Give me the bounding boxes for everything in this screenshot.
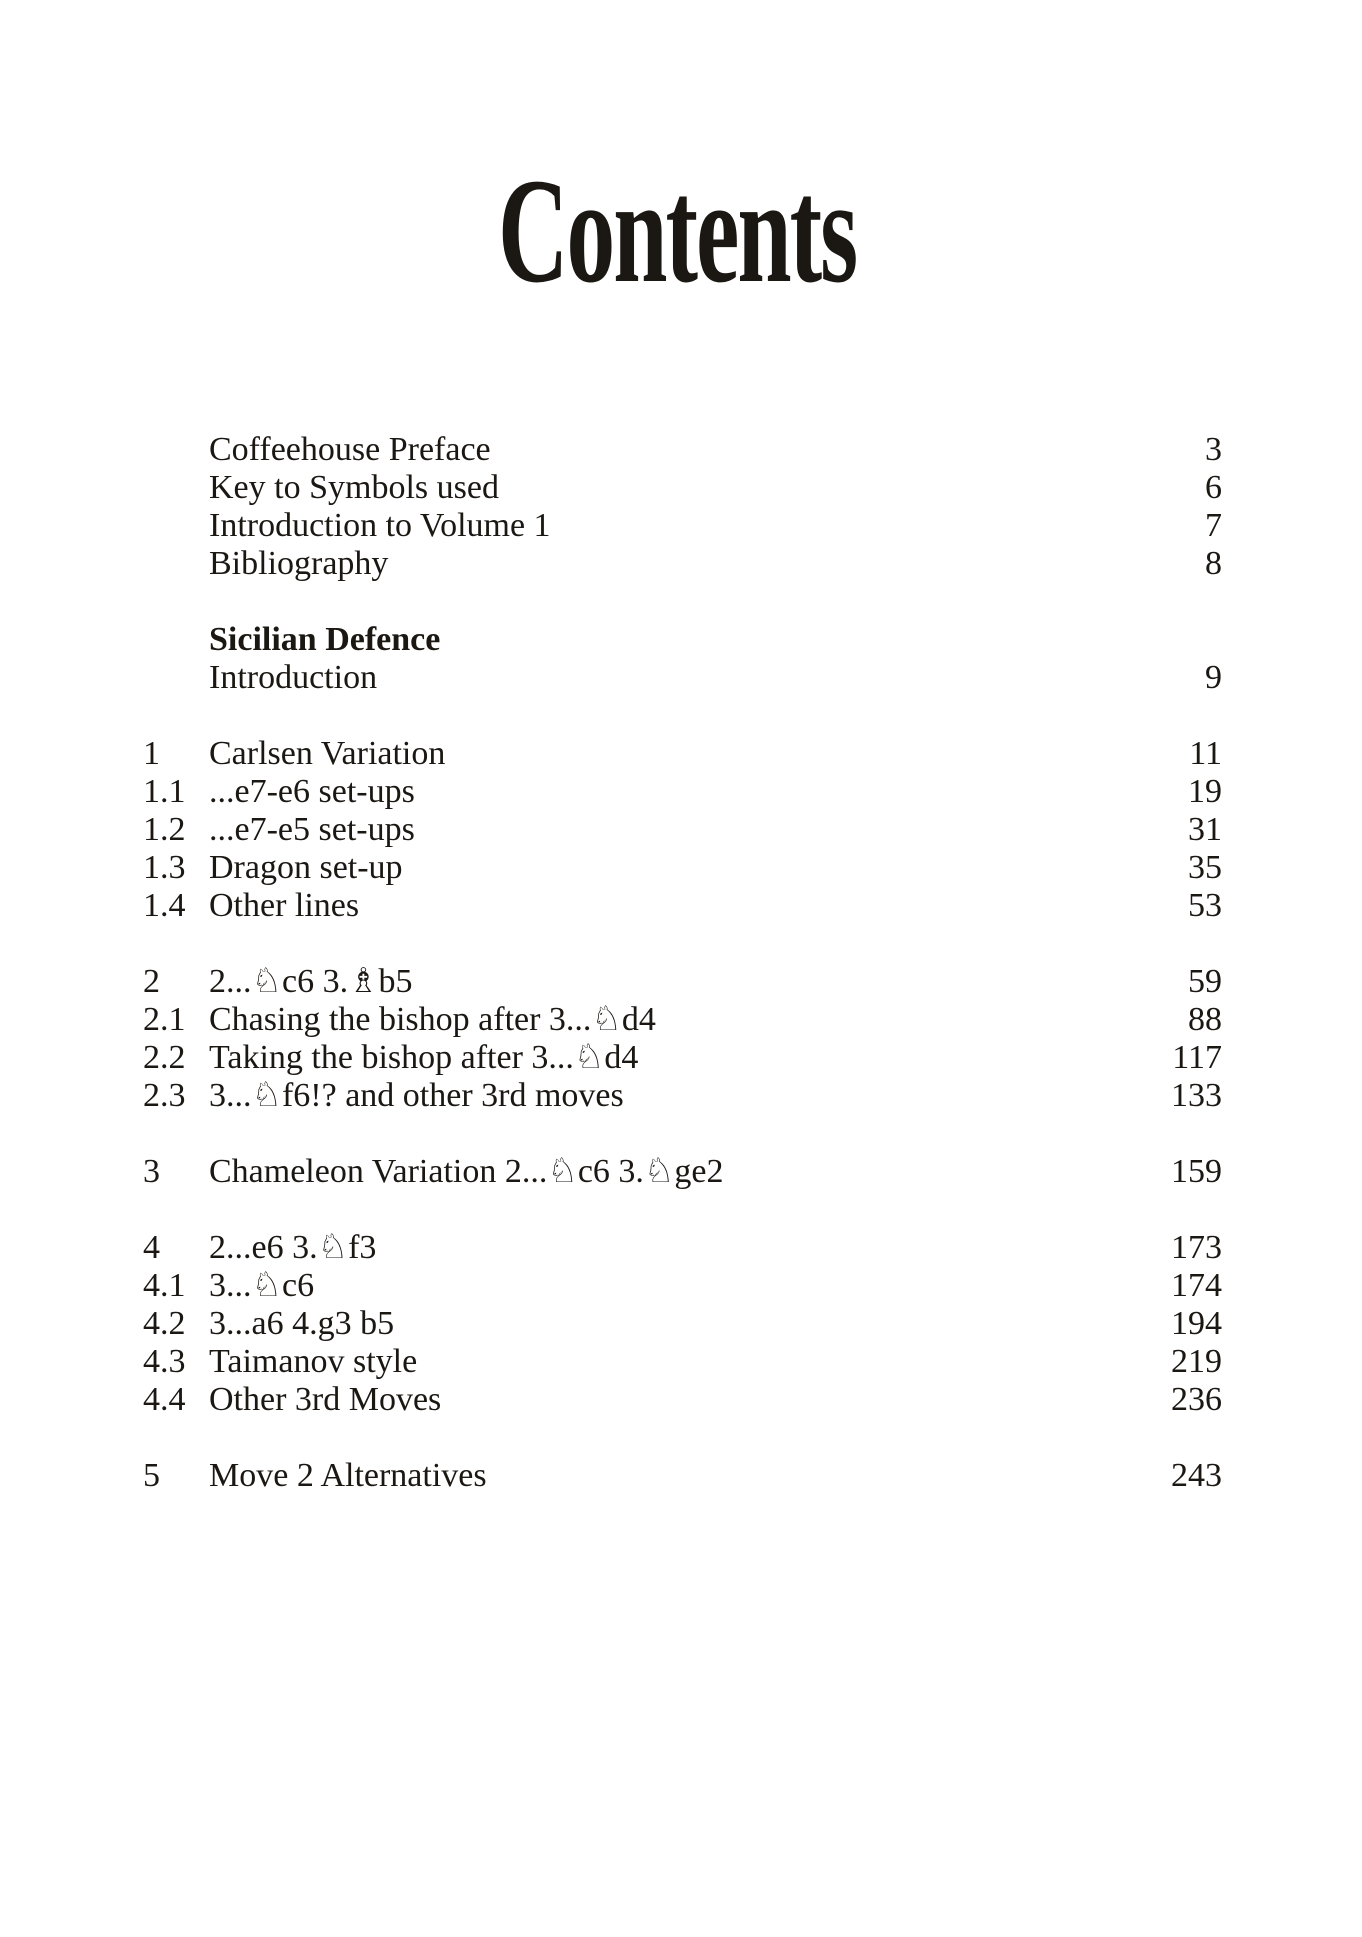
toc-row-label: Taimanov style	[209, 1343, 418, 1380]
toc-row-number: 1.4	[143, 887, 186, 924]
page-title: Contents	[498, 148, 857, 314]
toc-row-label: Dragon set-up	[209, 849, 403, 886]
toc-row-number: 5	[143, 1457, 160, 1494]
toc-row-number: 4.1	[143, 1267, 186, 1304]
toc-row-number: 2.1	[143, 1001, 186, 1038]
toc-row-label: Sicilian Defence	[209, 621, 441, 658]
toc-row	[143, 1305, 1222, 1343]
toc-row-page: 236	[1171, 1381, 1222, 1418]
toc-row	[143, 1153, 1222, 1191]
toc-group-spacer	[143, 925, 1222, 963]
toc-row-page: 11	[1189, 735, 1222, 772]
toc	[143, 431, 1222, 1495]
toc-row-label: Other lines	[209, 887, 360, 924]
toc-row-page: 8	[1205, 545, 1222, 582]
toc-group-spacer	[143, 1115, 1222, 1153]
toc-row-page: 3	[1205, 431, 1222, 468]
toc-group-spacer	[143, 1191, 1222, 1229]
toc-row-label: Coffeehouse Preface	[209, 431, 491, 468]
toc-row-page: 9	[1205, 659, 1222, 696]
toc-row	[143, 507, 1222, 545]
toc-row-page: 88	[1188, 1001, 1222, 1038]
toc-row-label: 3...♘f6!? and other 3rd moves	[209, 1077, 624, 1114]
toc-row	[143, 963, 1222, 1001]
toc-row-label: Bibliography	[209, 545, 389, 582]
toc-row-number: 2.2	[143, 1039, 186, 1076]
toc-row-page: 117	[1172, 1039, 1222, 1076]
toc-row-label: Carlsen Variation	[209, 735, 446, 772]
toc-row-page: 35	[1188, 849, 1222, 886]
toc-group-spacer	[143, 583, 1222, 621]
toc-row	[143, 659, 1222, 697]
toc-row	[143, 1229, 1222, 1267]
toc-row-number: 4.2	[143, 1305, 186, 1342]
toc-group-spacer	[143, 1419, 1222, 1457]
toc-row-page: 7	[1205, 507, 1222, 544]
toc-row-page: 19	[1188, 773, 1222, 810]
toc-row	[143, 545, 1222, 583]
toc-row-label: 2...♘c6 3.♗b5	[209, 963, 413, 1000]
toc-row-label: 3...♘c6	[209, 1267, 315, 1304]
toc-row-number: 4	[143, 1229, 160, 1266]
toc-row	[143, 811, 1222, 849]
toc-row-page: 243	[1171, 1457, 1222, 1494]
toc-row	[143, 735, 1222, 773]
toc-row-page: 31	[1188, 811, 1222, 848]
toc-row-label: Taking the bishop after 3...♘d4	[209, 1039, 639, 1076]
toc-row-number: 4.4	[143, 1381, 186, 1418]
toc-group-spacer	[143, 697, 1222, 735]
toc-row	[143, 1381, 1222, 1419]
toc-row	[143, 469, 1222, 507]
toc-row	[143, 773, 1222, 811]
toc-row-number: 2	[143, 963, 160, 1000]
toc-row-number: 1.2	[143, 811, 186, 848]
toc-row	[143, 431, 1222, 469]
toc-row	[143, 1039, 1222, 1077]
toc-row-label: 2...e6 3.♘f3	[209, 1229, 377, 1266]
toc-row-number: 4.3	[143, 1343, 186, 1380]
toc-row-page: 174	[1171, 1267, 1222, 1304]
toc-row-page: 6	[1205, 469, 1222, 506]
toc-row-label: ...e7-e6 set-ups	[209, 773, 415, 810]
toc-row-label: Chasing the bishop after 3...♘d4	[209, 1001, 656, 1038]
toc-row-label: Other 3rd Moves	[209, 1381, 442, 1418]
toc-row-page: 133	[1171, 1077, 1222, 1114]
toc-row	[143, 1457, 1222, 1495]
toc-row-page: 173	[1171, 1229, 1222, 1266]
toc-row-page: 59	[1188, 963, 1222, 1000]
toc-row-page: 53	[1188, 887, 1222, 924]
toc-row	[143, 1267, 1222, 1305]
toc-row	[143, 1001, 1222, 1039]
toc-row-label: Chameleon Variation 2...♘c6 3.♘ge2	[209, 1153, 724, 1190]
toc-row-number: 2.3	[143, 1077, 186, 1114]
toc-row-number: 3	[143, 1153, 160, 1190]
toc-row-page: 219	[1171, 1343, 1222, 1380]
toc-row	[143, 1077, 1222, 1115]
toc-row-label: ...e7-e5 set-ups	[209, 811, 415, 848]
toc-row-label: 3...a6 4.g3 b5	[209, 1305, 395, 1342]
toc-row-page: 159	[1171, 1153, 1222, 1190]
toc-row	[143, 887, 1222, 925]
toc-row-label: Introduction	[209, 659, 378, 696]
toc-row-label: Move 2 Alternatives	[209, 1457, 487, 1494]
toc-row-label: Key to Symbols used	[209, 469, 499, 506]
toc-row	[143, 1343, 1222, 1381]
toc-row-number: 1.1	[143, 773, 186, 810]
toc-row-number: 1.3	[143, 849, 186, 886]
toc-row-label: Introduction to Volume 1	[209, 507, 551, 544]
toc-row	[143, 849, 1222, 887]
toc-row-page: 194	[1171, 1305, 1222, 1342]
toc-row	[143, 621, 1222, 659]
toc-row-number: 1	[143, 735, 160, 772]
